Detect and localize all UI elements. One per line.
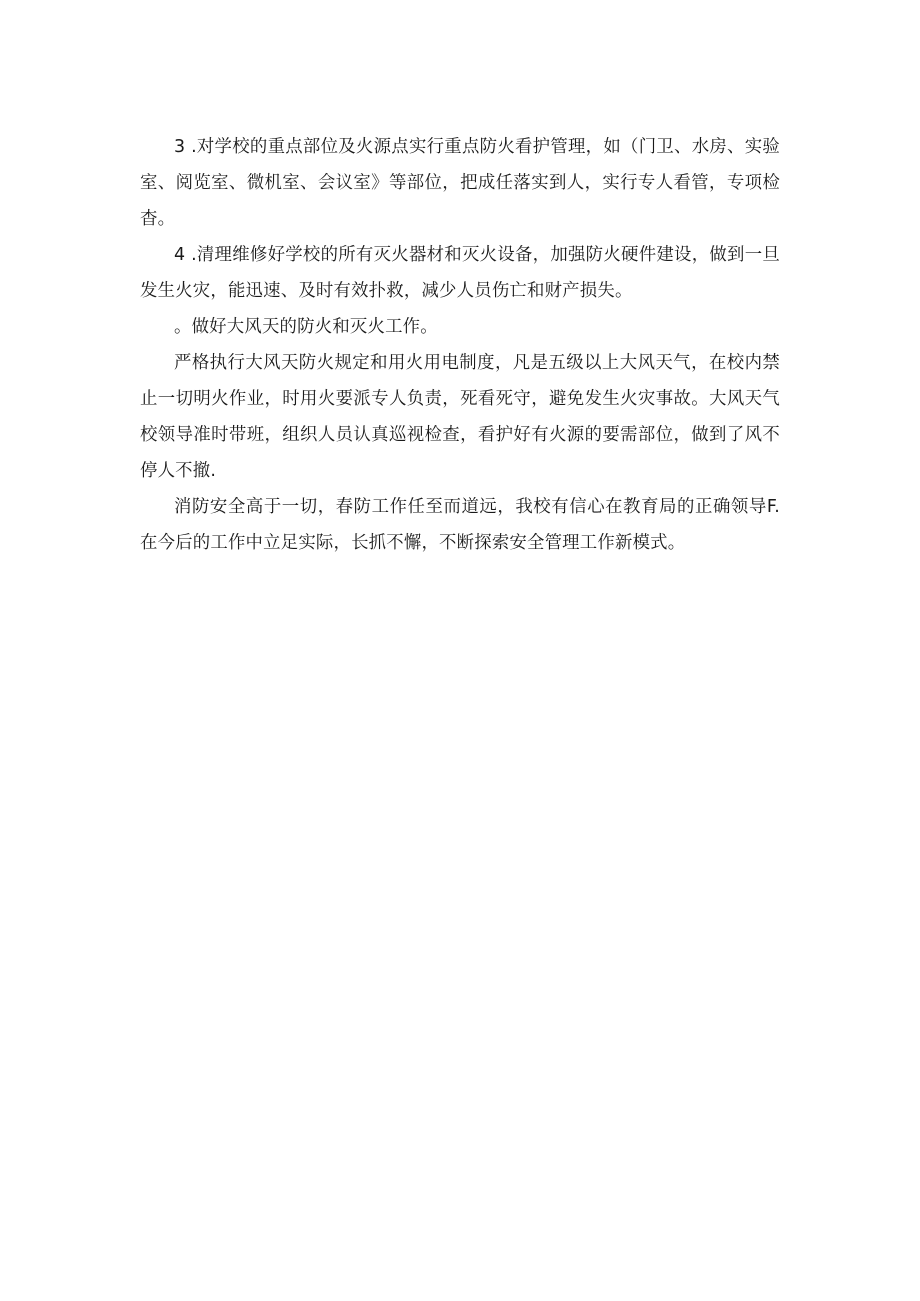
paragraph-item-3: 3 .对学校的重点部位及火源点实行重点防火看护管理，如（门卫、水房、实验室、阅览室、微机室、会议室》等部位，把成任落实到人，实行专人看管，专项检杳。: [140, 137, 780, 229]
document-body: [140, 129, 780, 561]
paragraph-wind-rules: 严格执行大风天防火规定和用火用电制度，凡是五级以上大风天气，在校内禁止一切明火作业，时用火要派专人负责，死看死守，避免发生火灾事故。大风天气校领导准时带班，组织人员认真巡视检查，看护好有火源的要需部位，做到了风不停人不撤.: [140, 353, 780, 481]
paragraph-conclusion: 消防安全高于一切，春防工作任至而道远，我校有信心在教育局的正确领导F.在今后的工作中立足实际，长抓不懈，不断探索安全管理工作新模式。: [140, 497, 780, 553]
paragraph-section-heading: 。做好大风天的防火和灭火工作。: [174, 317, 438, 337]
paragraph-item-4: 4 .清理维修好学校的所有灭火器材和灭火设备，加强防火硬件建设，做到一旦发生火灾，能迅速、及时有效扑救，减少人员伤亡和财产损失。: [140, 245, 780, 301]
